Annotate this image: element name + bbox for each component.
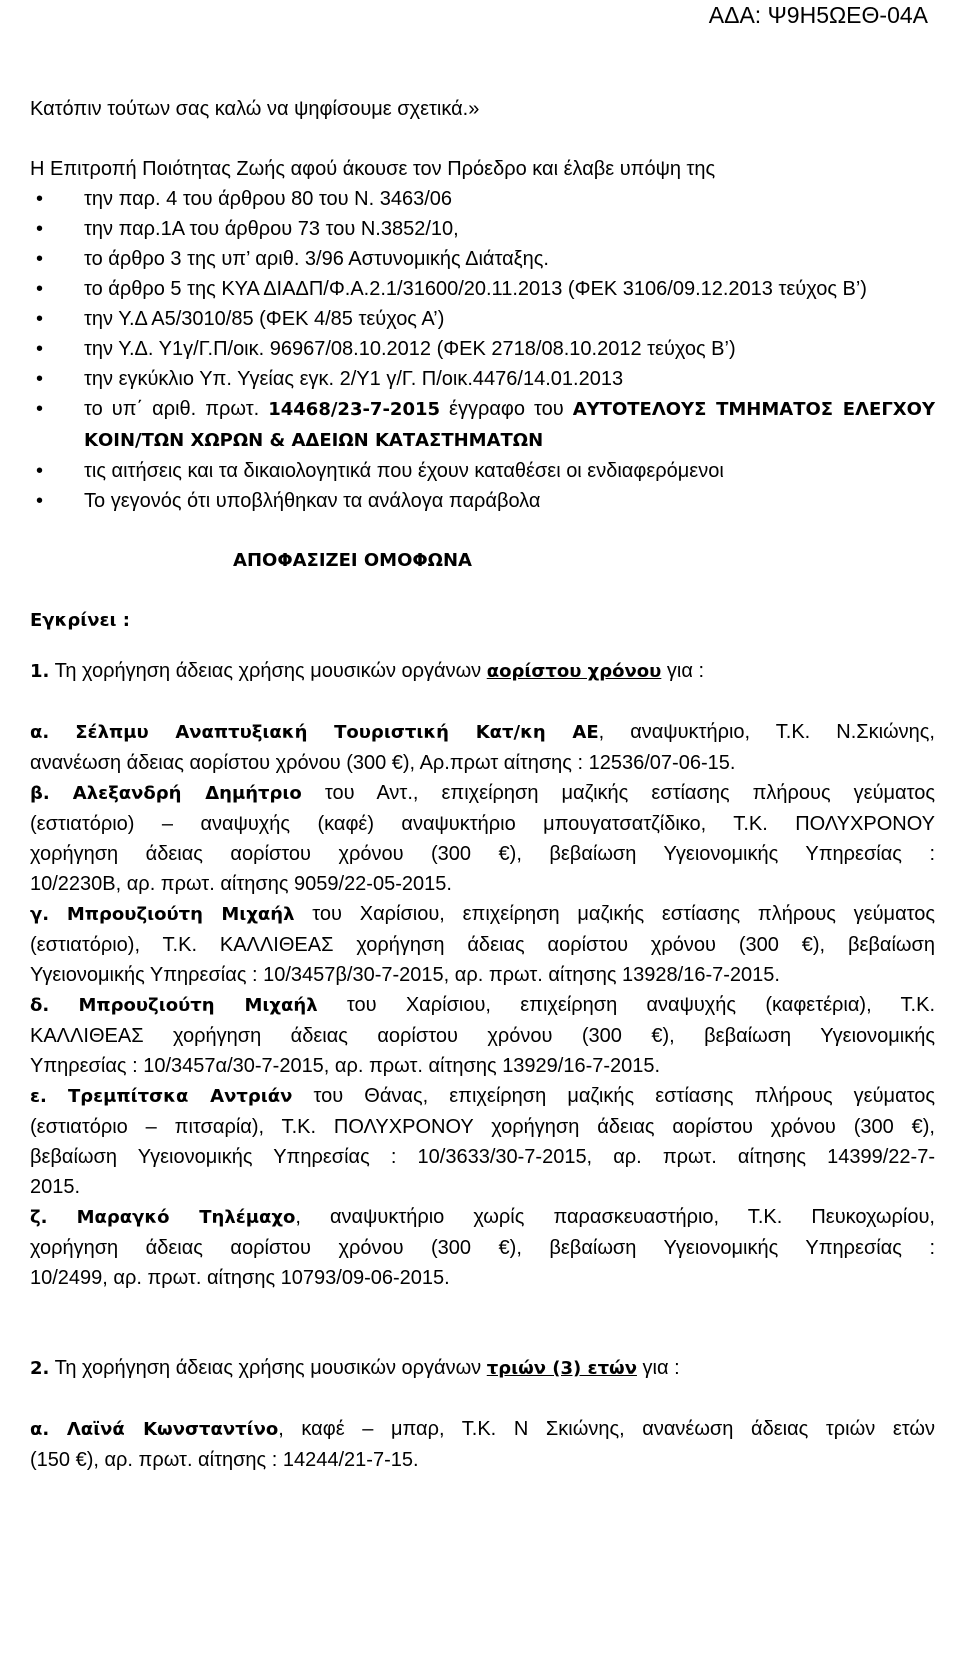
entry-name: Μπρουζιούτη Μιχαήλ: [78, 995, 318, 1016]
entry-1d-line: ΚΑΛΛΙΘΕΑΣ χορήγηση άδειας αορίστου χρόνου (300 €), βεβαίωση Υγειονομικής: [30, 1025, 935, 1047]
entry-text: του Χαρίσιου, επιχείρηση αναψυχής (καφετέρια), Τ.Κ.: [317, 994, 935, 1016]
entry-text: , αναψυκτήριο χωρίς παρασκευαστήριο, Τ.Κ. Πευκοχωρίου,: [295, 1206, 935, 1228]
entry-1c-line: (εστιατόριο), Τ.Κ. ΚΑΛΛΙΘΕΑΣ χορήγηση άδειας αορίστου χρόνου (300 €), βεβαίωση: [30, 934, 935, 956]
section-2-term: τριών (3) ετών: [486, 1358, 637, 1379]
entry-letter: ε.: [30, 1086, 47, 1107]
section-2-tail: για :: [636, 1357, 680, 1379]
ada-code: ΑΔΑ: Ψ9Η5ΩΕΘ-04Α: [708, 2, 928, 28]
section-1-heading: [30, 656, 935, 687]
list-item: • την παρ. 4 του άρθρου 80 του Ν. 3463/06: [30, 184, 935, 214]
list-item: • το άρθρο 5 της ΚΥΑ ΔΙΑΔΠ/Φ.Α.2.1/31600/20.11.2013 (ΦΕΚ 3106/09.12.2013 τεύχος Β’): [30, 274, 935, 304]
entry-letter: ζ.: [30, 1207, 48, 1228]
section-1-tail: για :: [661, 660, 705, 682]
entry-1e-first-line: [30, 1081, 935, 1112]
section-2-heading: [30, 1353, 935, 1384]
entry-name: Μπρουζιούτη Μιχαήλ: [66, 904, 295, 925]
entry-1a-first-line: [30, 717, 935, 748]
entry-name: Σέλπμυ Αναπτυξιακή Τουριστική Κατ/κη ΑΕ: [75, 722, 599, 743]
entry-name: Λαϊνά Κωνσταντίνο: [66, 1419, 279, 1440]
entry-name: Μαραγκό Τηλέμαχο: [76, 1207, 296, 1228]
protocol-middle: έγγραφο του: [440, 398, 573, 420]
entry-text: , καφέ – μπαρ, Τ.Κ. Ν Σκιώνης, ανανέωση άδειας τριών ετών: [278, 1418, 935, 1440]
entry-1e-last-line: 2015.: [30, 1176, 81, 1198]
entry-1d-last-line: Υπηρεσίας : 10/3457α/30-7-2015, αρ. πρωτ. αίτησης 13929/16-7-2015.: [30, 1055, 661, 1077]
section-1-term: αορίστου χρόνου: [486, 661, 662, 682]
entry-1f-last-line: 10/2499, αρ. πρωτ. αίτησης 10793/09-06-2015.: [30, 1267, 450, 1289]
entry-letter: β.: [30, 783, 50, 804]
entry-name: Τρεμπίτσκα Αντριάν: [67, 1086, 293, 1107]
legal-basis-list: [30, 184, 935, 516]
committee-sentence: Η Επιτροπή Ποιότητας Ζωής αφού άκουσε τον Πρόεδρο και έλαβε υπόψη της: [30, 158, 716, 180]
entry-1d-first-line: [30, 990, 935, 1021]
list-item: • την Υ.Δ Α5/3010/85 (ΦΕΚ 4/85 τεύχος Α’): [30, 304, 935, 334]
list-item: • τις αιτήσεις και τα δικαιολογητικά που έχουν καταθέσει οι ενδιαφερόμενοι: [30, 456, 935, 486]
closing-sentence: Κατόπιν τούτων σας καλώ να ψηφίσουμε σχετικά.»: [30, 98, 480, 120]
list-item: • Το γεγονός ότι υποβλήθηκαν τα ανάλογα παράβολα: [30, 486, 935, 516]
protocol-prefix: το υπ΄ αριθ. πρωτ.: [84, 398, 269, 420]
entry-letter: δ.: [30, 995, 50, 1016]
section-1-number: 1.: [30, 661, 50, 682]
entry-name: Αλεξανδρή Δημήτριο: [72, 783, 302, 804]
approves-label: Εγκρίνει :: [30, 610, 131, 631]
entry-1c-first-line: [30, 899, 935, 930]
entry-1e-line: βεβαίωση Υγειονομικής Υπηρεσίας : 10/3633/30-7-2015, αρ. πρωτ. αίτησης 14399/22-7-: [30, 1146, 935, 1168]
entry-1c-last-line: Υγειονομικής Υπηρεσίας : 10/3457β/30-7-2015, αρ. πρωτ. αίτησης 13928/16-7-2015.: [30, 964, 780, 986]
entry-1b-last-line: 10/2230Β, αρ. πρωτ. αίτησης 9059/22-05-2015.: [30, 873, 452, 895]
entry-1f-first-line: [30, 1202, 935, 1233]
list-item: • την εγκύκλιο Υπ. Υγείας εγκ. 2/Υ1 γ/Γ. Π/οικ.4476/14.01.2013: [30, 364, 935, 394]
entry-letter: α.: [30, 1419, 50, 1440]
section-2-text: Τη χορήγηση άδειας χρήσης μουσικών οργάνων: [49, 1357, 487, 1379]
list-item: • την Υ.Δ. Υ1γ/Γ.Π/οικ. 96967/08.10.2012 (ΦΕΚ 2718/08.10.2012 τεύχος Β’): [30, 334, 935, 364]
entry-1b-first-line: [30, 778, 935, 809]
entry-text: του Θάνας, επιχείρηση μαζικής εστίασης πλήρους γεύματος: [292, 1085, 936, 1107]
protocol-number: 14468/23-7-2015: [268, 399, 441, 420]
entry-letter: α.: [30, 722, 50, 743]
entry-1f-line: χορήγηση άδειας αορίστου χρόνου (300 €), βεβαίωση Υγειονομικής Υπηρεσίας :: [30, 1237, 935, 1259]
list-item: • το άρθρο 3 της υπ’ αριθ. 3/96 Αστυνομικής Διάταξης.: [30, 244, 935, 274]
entry-1b-line: (εστιατόριο) – αναψυχής (καφέ) αναψυκτήριο μπουγατσατζίδικο, Τ.Κ. ΠΟΛΥΧΡΟΝΟΥ: [30, 813, 935, 835]
entry-1e-line: (εστιατόριο – πιτσαρία), Τ.Κ. ΠΟΛΥΧΡΟΝΟΥ χορήγηση άδειας αορίστου χρόνου (300 €),: [30, 1116, 935, 1138]
entry-2a-first-line: [30, 1414, 935, 1445]
list-item: • την παρ.1Α του άρθρου 73 του Ν.3852/10,: [30, 214, 935, 244]
section-2-number: 2.: [30, 1358, 50, 1379]
list-item-protocol: [30, 394, 935, 456]
entry-letter: γ.: [30, 904, 50, 925]
protocol-department: ΑΥΤΟΤΕΛΟΥΣ ΤΜΗΜΑΤΟΣ ΕΛΕΓΧΟΥ ΚΟΙΝ/ΤΩΝ ΧΩΡΩΝ & ΑΔΕΙΩΝ ΚΑΤΑΣΤΗΜΑΤΩΝ: [84, 399, 936, 451]
entry-1a-last-line: ανανέωση άδειας αορίστου χρόνου (300 €), Αρ.πρωτ αίτησης : 12536/07-06-15.: [30, 752, 736, 774]
entry-text: του Αντ., επιχείρηση μαζικής εστίασης πλήρους γεύματος: [301, 782, 936, 804]
document-body: [30, 94, 935, 1475]
entry-2a-last-line: (150 €), αρ. πρωτ. αίτησης : 14244/21-7-15.: [30, 1449, 419, 1471]
decision-title: ΑΠΟΦΑΣΙΖΕΙ ΟΜΟΦΩΝΑ: [233, 550, 472, 571]
entry-1b-line: χορήγηση άδειας αορίστου χρόνου (300 €), βεβαίωση Υγειονομικής Υπηρεσίας :: [30, 843, 935, 865]
entry-text: του Χαρίσιου, επιχείρηση μαζικής εστίασης πλήρους γεύματος: [294, 903, 936, 925]
entry-text: , αναψυκτήριο, Τ.Κ. Ν.Σκιώνης,: [598, 721, 935, 743]
section-1-text: Τη χορήγηση άδειας χρήσης μουσικών οργάνων: [49, 660, 487, 682]
